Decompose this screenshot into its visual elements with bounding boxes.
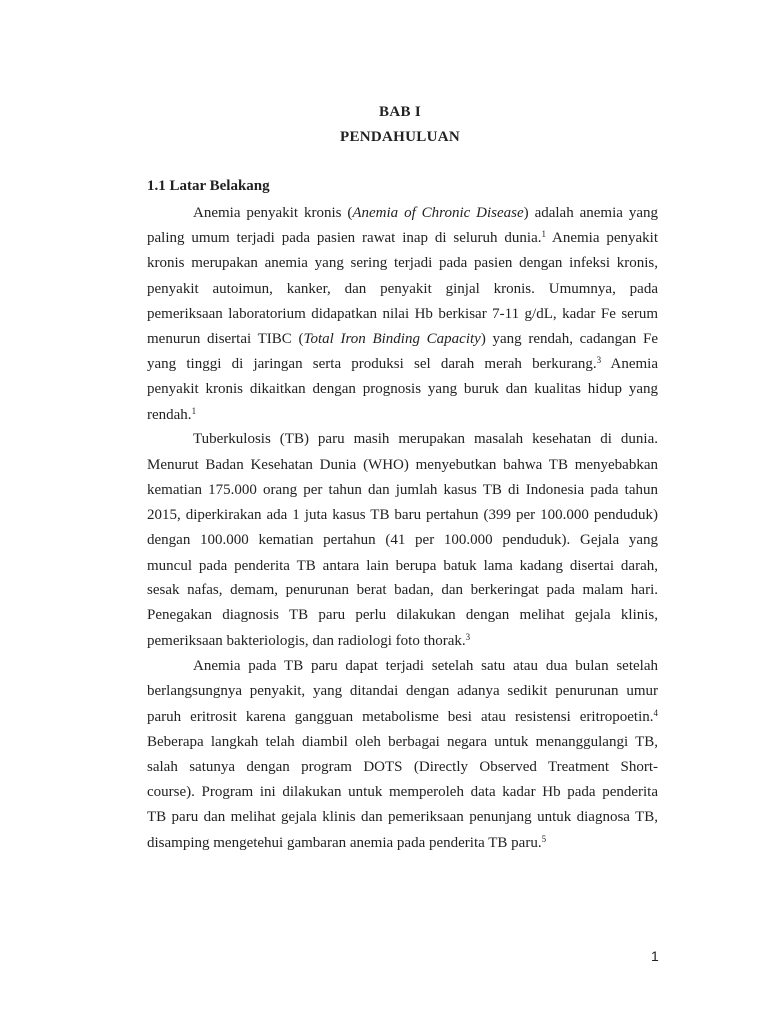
- text-segment: kematian 175.000 orang per tahun dan jumlah kasus TB di Indonesia pada tahun: [147, 482, 658, 498]
- text-line: [147, 304, 658, 324]
- text-line: [147, 405, 658, 425]
- text-segment: pemeriksaan laboratorium didapatkan nilai Hb berkisar 7-11 g/dL, kadar Fe serum: [147, 306, 658, 322]
- text-segment: disamping mengetehui gambaran anemia pada penderita TB paru.: [147, 835, 542, 851]
- text-line: [147, 329, 658, 349]
- text-line: [147, 279, 658, 299]
- text-line: [147, 782, 658, 802]
- citation-superscript: 1: [541, 229, 546, 239]
- section-heading: 1.1 Latar Belakang: [147, 178, 270, 194]
- chapter-title: PENDAHULUAN: [340, 129, 460, 145]
- page-number: 1: [651, 948, 659, 964]
- text-line: [147, 455, 658, 475]
- text-segment: rendah.: [147, 407, 192, 423]
- text-segment: Anemia penyakit: [545, 230, 658, 246]
- text-line: [193, 656, 658, 676]
- text-line: [193, 203, 658, 223]
- text-segment: Anemia pada TB paru dapat terjadi setelah satu atau dua bulan setelah: [193, 658, 658, 674]
- citation-superscript: 4: [653, 708, 658, 718]
- text-segment: 2015, diperkirakan ada 1 juta kasus TB baru pertahun (399 per 100.000 penduduk): [147, 507, 658, 523]
- text-segment: Anemia: [601, 356, 659, 372]
- text-line: [147, 253, 658, 273]
- citation-superscript: 5: [541, 834, 547, 844]
- italic-term: Anemia of Chronic Disease: [352, 205, 524, 221]
- text-segment: course). Program ini dilakukan untuk memperoleh data kadar Hb pada penderita: [147, 784, 658, 800]
- citation-superscript: 1: [191, 406, 197, 416]
- text-line: [147, 807, 658, 827]
- text-line: [147, 833, 658, 853]
- text-line: [147, 732, 658, 752]
- citation-superscript: 3: [465, 632, 471, 642]
- text-segment: penyakit autoimun, kanker, dan penyakit ginjal kronis. Umumnya, pada: [147, 281, 658, 297]
- text-line: [147, 757, 658, 777]
- text-segment: dengan 100.000 kematian pertahun (41 per 100.000 penduduk). Gejala yang: [147, 532, 658, 548]
- text-line: [147, 605, 658, 625]
- text-segment: Menurut Badan Kesehatan Dunia (WHO) menyebutkan bahwa TB menyebabkan: [147, 457, 658, 473]
- text-line: [147, 379, 658, 399]
- citation-superscript: 3: [596, 355, 602, 365]
- text-segment: pemeriksaan bakteriologis, dan radiologi foto thorak.: [147, 633, 466, 649]
- italic-term: Total Iron Binding Capacity: [303, 331, 481, 347]
- text-segment: sesak nafas, demam, penurunan berat badan, dan berkeringat pada malam hari.: [147, 582, 658, 598]
- text-segment: penyakit kronis dikaitkan dengan prognosis yang buruk dan kualitas hidup yang: [147, 381, 658, 397]
- text-line: [147, 681, 658, 701]
- text-segment: yang tinggi di jaringan serta produksi sel darah merah berkurang.: [147, 356, 597, 372]
- text-segment: ) adalah anemia yang: [523, 205, 658, 221]
- text-segment: ) yang rendah, cadangan Fe: [480, 331, 658, 347]
- text-segment: TB paru dan melihat gejala klinis dan pemeriksaan penunjang untuk diagnosa TB,: [147, 809, 658, 825]
- text-line: [147, 631, 658, 651]
- chapter-number: BAB I: [379, 104, 421, 120]
- text-line: [147, 556, 658, 576]
- text-segment: Beberapa langkah telah diambil oleh berbagai negara untuk menanggulangi TB,: [147, 734, 658, 750]
- text-segment: Anemia penyakit kronis (: [193, 205, 353, 221]
- text-segment: kronis merupakan anemia yang sering terjadi pada pasien dengan infeksi kronis,: [147, 255, 658, 271]
- text-segment: Penegakan diagnosis TB paru perlu dilakukan dengan melihat gejala klinis,: [147, 607, 658, 623]
- text-line: [147, 354, 658, 374]
- text-segment: Tuberkulosis (TB) paru masih merupakan masalah kesehatan di dunia.: [193, 431, 658, 447]
- text-segment: muncul pada penderita TB antara lain berupa batuk lama kadang disertai darah,: [147, 558, 658, 574]
- text-segment: berlangsungnya penyakit, yang ditandai dengan adanya sedikit penurunan umur: [147, 683, 658, 699]
- text-line: [147, 480, 658, 500]
- text-segment: paling umum terjadi pada pasien rawat inap di seluruh dunia.: [147, 230, 542, 246]
- text-segment: salah satunya dengan program DOTS (Directly Observed Treatment Short-: [147, 759, 658, 775]
- text-line: [147, 707, 658, 727]
- text-line: [147, 228, 658, 248]
- text-segment: paruh eritrosit karena gangguan metabolisme besi atau resistensi eritropoetin.: [147, 709, 654, 725]
- text-line: [193, 429, 658, 449]
- text-line: [147, 530, 658, 550]
- text-line: [147, 580, 658, 600]
- text-line: [147, 505, 658, 525]
- text-segment: menurun disertai TIBC (: [147, 331, 304, 347]
